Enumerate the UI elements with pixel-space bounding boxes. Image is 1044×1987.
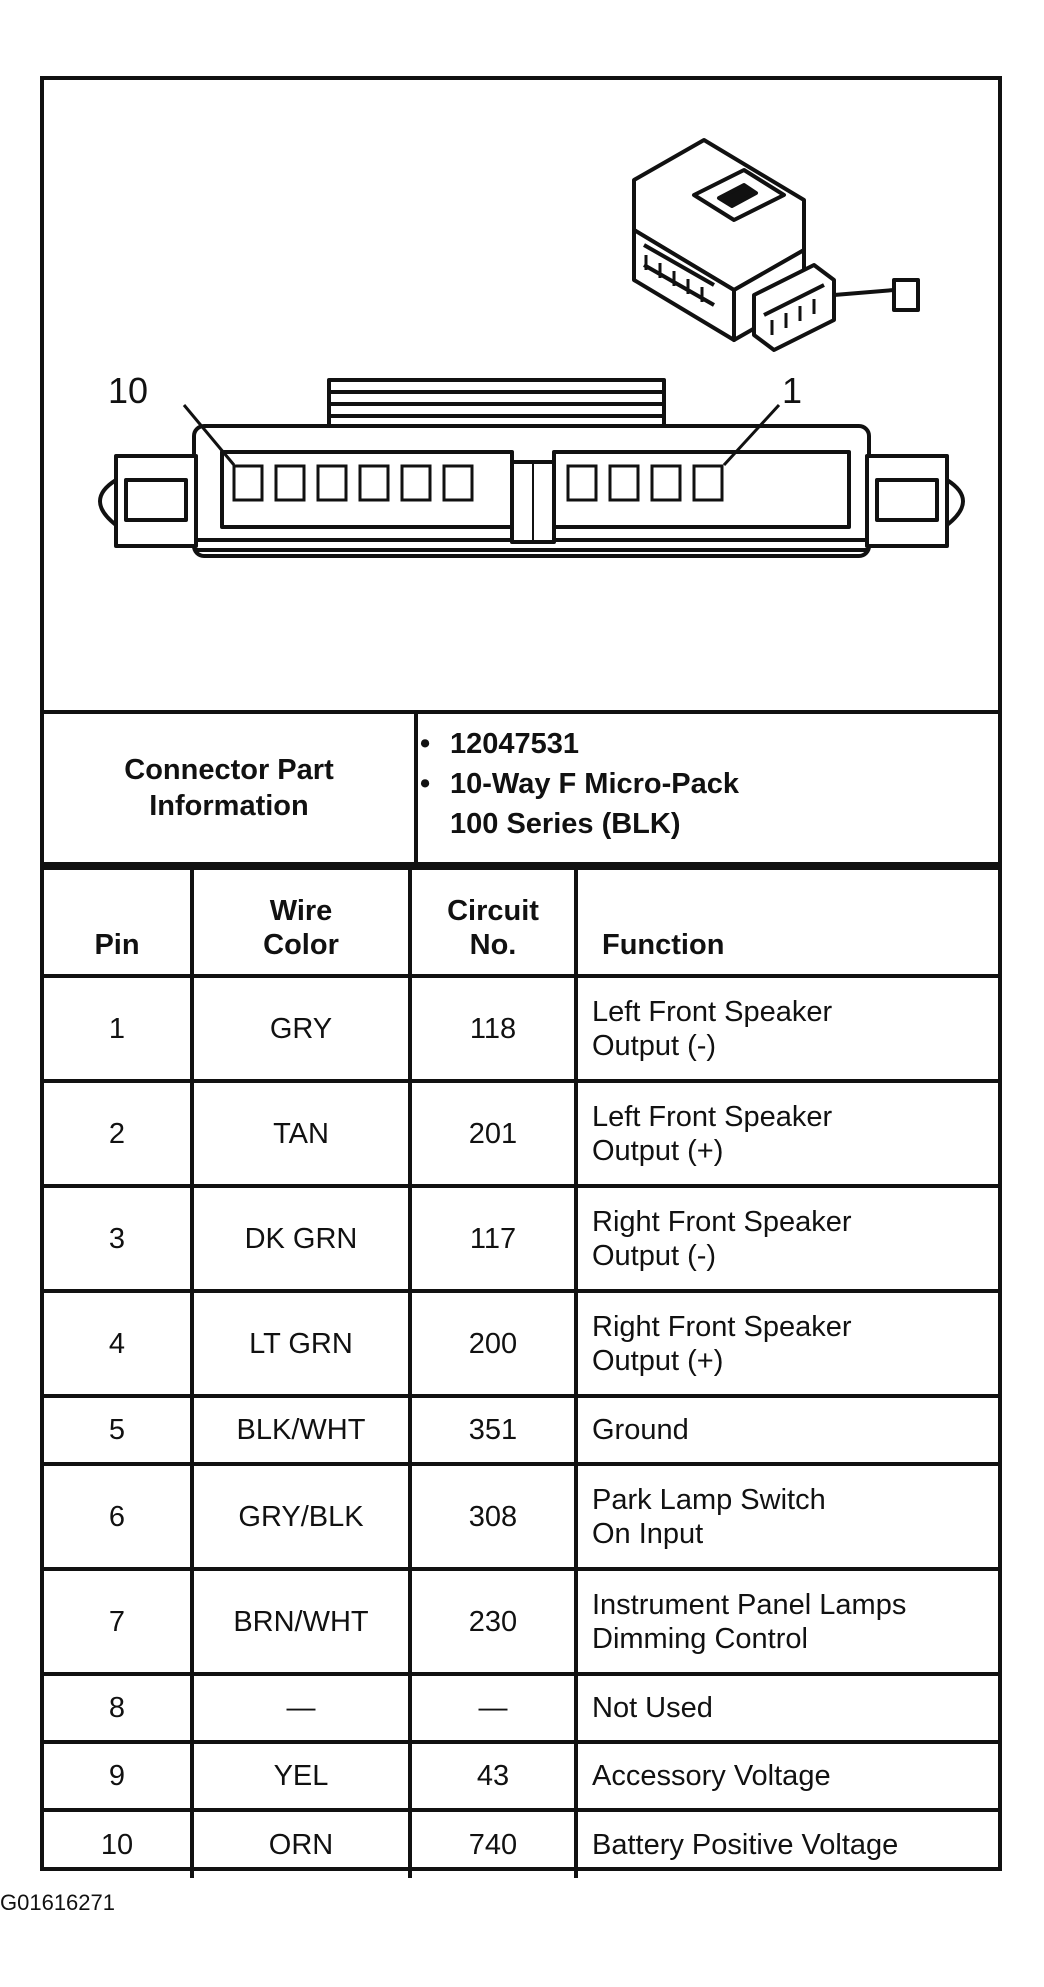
cell-wire-color: BLK/WHT: [192, 1396, 410, 1464]
function-line2: On Input: [592, 1517, 704, 1550]
cell-circuit: 230: [410, 1569, 576, 1674]
part-number: 12047531: [450, 728, 580, 760]
cell-circuit: 200: [410, 1291, 576, 1396]
function-line2: Output (+): [592, 1344, 724, 1377]
pinout-table-header: [44, 868, 998, 976]
pin-cavity-5: [444, 466, 472, 500]
cell-wire-color: GRY/BLK: [192, 1464, 410, 1569]
cell-pin: 6: [44, 1464, 192, 1569]
cell-pin: 10: [44, 1810, 192, 1878]
connector-illustration: [44, 80, 998, 714]
function-line2: Output (-): [592, 1239, 717, 1272]
cell-pin: 5: [44, 1396, 192, 1464]
pin-cavity-6: [402, 466, 430, 500]
function-line1: Park Lamp Switch: [592, 1483, 826, 1516]
pin-cavity-1: [694, 466, 722, 500]
bullet-icon: •: [420, 768, 431, 800]
connector-description-line1: 10-Way F Micro-Pack: [450, 768, 740, 800]
pin-cavity-10: [234, 466, 262, 500]
connector-diagram-frame: [40, 76, 1002, 1871]
cell-pin: 8: [44, 1674, 192, 1742]
header-circuit-line2: No.: [469, 929, 517, 961]
table-row: [44, 1569, 998, 1674]
cell-circuit: 43: [410, 1742, 576, 1810]
table-row: [44, 1396, 998, 1464]
cell-pin: 1: [44, 976, 192, 1081]
header-wire-color: [192, 868, 410, 976]
header-wire-color-line2: Color: [263, 929, 339, 961]
cell-function: [576, 1186, 998, 1291]
cell-circuit: 118: [410, 976, 576, 1081]
cell-function: Ground: [576, 1396, 998, 1464]
part-number-entry: [418, 724, 739, 764]
cell-circuit: 351: [410, 1396, 576, 1464]
table-row: [44, 1674, 998, 1742]
pin-label-1: 1: [782, 370, 803, 411]
table-row: [44, 976, 998, 1081]
cell-wire-color: BRN/WHT: [192, 1569, 410, 1674]
pin-cavity-4: [568, 466, 596, 500]
pinout-table: [44, 866, 998, 1878]
pin-cavity-3: [610, 466, 638, 500]
table-row: [44, 1464, 998, 1569]
part-info-label-line2: Information: [149, 790, 309, 822]
pin-label-10: 10: [108, 370, 149, 411]
cell-circuit: 740: [410, 1810, 576, 1878]
function-line1: Right Front Speaker: [592, 1310, 852, 1343]
table-row: [44, 1186, 998, 1291]
part-info-label: [44, 714, 418, 862]
cell-function: [576, 1464, 998, 1569]
cell-wire-color: LT GRN: [192, 1291, 410, 1396]
pinout-table-body: [44, 976, 998, 1878]
table-row: [44, 1742, 998, 1810]
function-line1: Instrument Panel Lamps: [592, 1588, 907, 1621]
function-line2: Output (+): [592, 1134, 724, 1167]
function-line2: Output (-): [592, 1029, 717, 1062]
function-line1: Right Front Speaker: [592, 1205, 852, 1238]
connector-drawing: [44, 80, 998, 710]
cell-wire-color: GRY: [192, 976, 410, 1081]
cell-circuit: 201: [410, 1081, 576, 1186]
cell-circuit: 117: [410, 1186, 576, 1291]
cell-pin: 7: [44, 1569, 192, 1674]
table-row: [44, 1081, 998, 1186]
connector-isometric-view: [634, 140, 918, 350]
cell-circuit: —: [410, 1674, 576, 1742]
cell-pin: 4: [44, 1291, 192, 1396]
pin-cavity-2: [652, 466, 680, 500]
part-info-label-line1: Connector Part: [124, 754, 334, 786]
header-function: Function: [576, 868, 998, 976]
connector-description-entry: [418, 764, 739, 844]
table-row: [44, 1810, 998, 1878]
cell-pin: 9: [44, 1742, 192, 1810]
cell-circuit: 308: [410, 1464, 576, 1569]
figure-id: G01616271: [0, 1890, 115, 1915]
header-circuit-no: [410, 868, 576, 976]
connector-front-view: [100, 380, 963, 556]
pin-cavity-8: [318, 466, 346, 500]
pin-cavity-7: [360, 466, 388, 500]
cell-pin: 2: [44, 1081, 192, 1186]
cell-function: [576, 1291, 998, 1396]
table-row: [44, 1291, 998, 1396]
function-line1: Left Front Speaker: [592, 995, 833, 1028]
cell-function: Battery Positive Voltage: [576, 1810, 998, 1878]
pin-cavity-9: [276, 466, 304, 500]
cell-function: [576, 1081, 998, 1186]
cell-function: Not Used: [576, 1674, 998, 1742]
cell-function: Accessory Voltage: [576, 1742, 998, 1810]
bullet-icon: •: [420, 728, 431, 760]
function-line1: Left Front Speaker: [592, 1100, 833, 1133]
cell-wire-color: —: [192, 1674, 410, 1742]
cell-wire-color: DK GRN: [192, 1186, 410, 1291]
function-line2: Dimming Control: [592, 1622, 808, 1655]
cell-wire-color: YEL: [192, 1742, 410, 1810]
connector-part-information: [44, 714, 998, 866]
header-pin: Pin: [44, 868, 192, 976]
header-circuit-line1: Circuit: [447, 895, 539, 927]
connector-description-line2: 100 Series (BLK): [450, 808, 681, 840]
header-wire-color-line1: Wire: [269, 895, 333, 927]
cell-wire-color: TAN: [192, 1081, 410, 1186]
cell-function: [576, 976, 998, 1081]
cell-wire-color: ORN: [192, 1810, 410, 1878]
part-info-values: [418, 724, 739, 844]
cell-function: [576, 1569, 998, 1674]
cell-pin: 3: [44, 1186, 192, 1291]
